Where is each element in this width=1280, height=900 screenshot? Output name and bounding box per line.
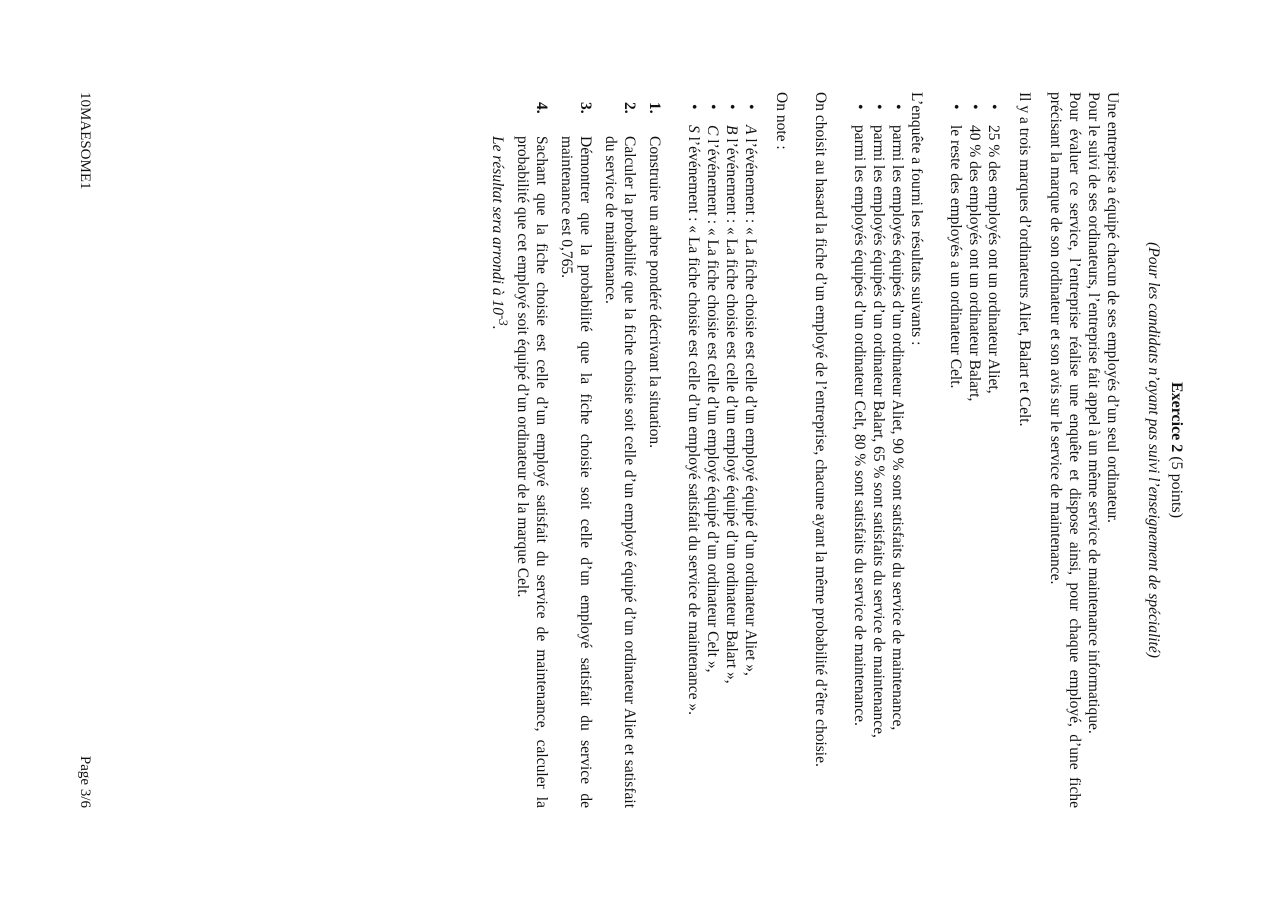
list-item: • 25 % des employés ont un ordinateur Aliet,	[984, 92, 1003, 808]
exercise-subtitle: (Pour les candidats n’ayant pas suivi l’enseignement de spécialité)	[1145, 242, 1162, 658]
question-number: 2.	[621, 102, 638, 114]
event-variable: B	[723, 125, 740, 135]
list-item: • le reste des employés a un ordinateur Celt.	[946, 92, 965, 808]
exercise-title	[1167, 92, 1186, 808]
event-variable: C	[704, 125, 721, 136]
list-item	[741, 92, 760, 808]
list-item: • parmi les employés équipés d’un ordinateur Celt, 80 % sont satisfaits du service de maintenance.	[850, 92, 869, 808]
question-item	[488, 92, 551, 808]
list-item: • 40 % des employés ont un ordinateur Balart,	[965, 92, 984, 808]
list-item: • parmi les employés équipés d’un ordinateur Aliet, 90 % sont satisfaits du service de maintenance,	[888, 92, 907, 808]
event-variable: S	[685, 125, 702, 133]
question-number: 3.	[577, 102, 594, 114]
intro-paragraph-3: Pour évaluer ce service, l’entreprise réalise une enquête et dispose ainsi, pour chaque employé, d’une fiche précisant la marque de son ordinateur et son avis sur le service de maintenance.	[1047, 92, 1083, 808]
intro-paragraph-4: Il y a trois marques d’ordinateurs Aliet, Balart et Celt.	[1016, 92, 1033, 427]
question-text: Sachant que la fiche choisie est celle d’un employé satisfait du service de maintenance, calculer la probabilité que cet employé soit équipé d’un ordinateur de la marque Celt.	[514, 136, 550, 808]
rounding-note	[488, 136, 511, 330]
list-item	[722, 92, 741, 808]
event-variable: A	[742, 125, 759, 135]
question-number: 4.	[533, 102, 550, 114]
intro-paragraph-2: Pour le suivi de ses ordinateurs, l’entreprise fait appel à un même service de maintenance informatique.	[1085, 92, 1102, 734]
page-number: Page 3/6	[77, 755, 93, 808]
page-content	[482, 92, 1186, 808]
notation-intro: On note :	[773, 92, 790, 150]
list-item: • parmi les employés équipés d’un ordinateur Balart, 65 % sont satisfaits du service de maintenance,	[869, 92, 888, 808]
exam-code: 10MAESOME1	[77, 92, 93, 190]
question-item	[557, 92, 595, 808]
rounding-note-end: .	[488, 325, 506, 330]
event-definition: l’événement : « La fiche choisie est celle d’un employé équipé d’un ordinateur Aliet »,	[742, 134, 759, 676]
rounding-exponent: -3	[496, 314, 511, 326]
intro-paragraph-1: Une entreprise a équipé chacun de ses employés d’un seul ordinateur.	[1104, 92, 1121, 523]
rounding-note-text: Le résultat sera arrondi à 10	[488, 136, 506, 315]
question-item	[601, 92, 639, 808]
event-definition: l’événement : « La fiche choisie est celle d’un employé équipé d’un ordinateur Balart »,	[723, 134, 740, 684]
random-choice-paragraph: On choisit au hasard la fiche d’un employé de l’entreprise, chacune ayant la même probabilité d’être choisie.	[812, 92, 829, 767]
question-number: 1.	[646, 102, 663, 114]
survey-intro: L’enquête a fourni les résultats suivants :	[908, 92, 925, 346]
question-text: Construire un arbre pondéré décrivant la situation.	[646, 136, 663, 449]
event-definition: l’événement : « La fiche choisie est celle d’un employé satisfait du service de maintenance ».	[685, 132, 702, 716]
exercise-title-bold: Exercice 2	[1168, 381, 1185, 453]
exercise-points: (5 points)	[1168, 452, 1185, 519]
survey-results-list	[850, 92, 907, 808]
event-definition: l’événement : « La fiche choisie est celle d’un employé équipé d’un ordinateur Celt »,	[704, 135, 721, 673]
list-item	[684, 92, 703, 808]
list-item	[703, 92, 722, 808]
question-text: Calculer la probabilité que la fiche choisie soit celle d’un employé équipé d’un ordinateur Aliet et satisfait du service de maintenance.	[602, 136, 638, 808]
question-item	[645, 92, 664, 808]
brand-distribution-list	[946, 92, 1003, 808]
question-text: Démontrer que la probabilité que la fiche choisie soit celle d’un employé satisfait du service de maintenance est 0,765.	[558, 136, 594, 808]
events-list	[684, 92, 760, 808]
questions-list	[488, 92, 664, 808]
